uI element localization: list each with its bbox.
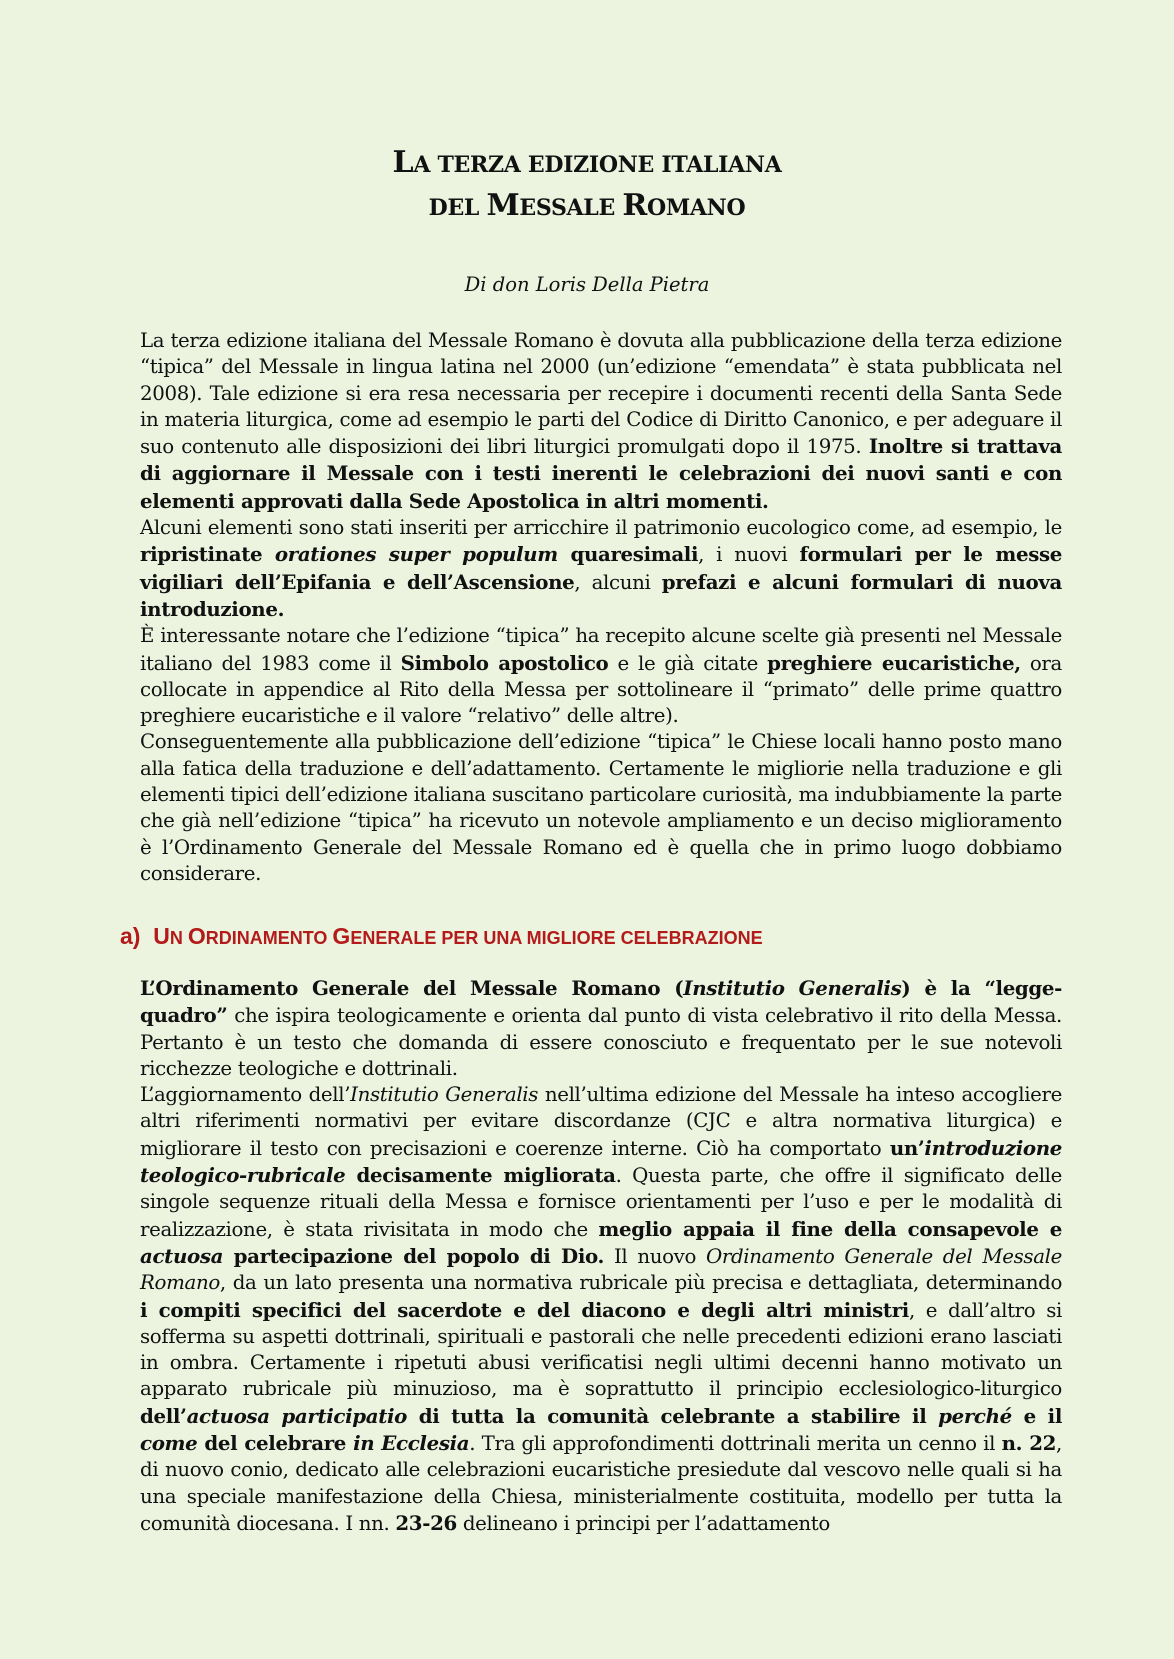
page-title	[0, 142, 1174, 228]
paragraph: L’aggiornamento dell’Institutio Generalis nell’ultima edizione del Messale ha inteso accogliere altri riferimenti normativi per evitare discordanze (CJC e altra normativa liturgica) e migliorare il testo con precisazioni e coerenze interne. Ciò ha comportato un’introduzione teologico-rubricale decisamente migliorata. Questa parte, che offre il significato delle singole sequenze rituali della Messa e fornisce orientamenti per l’uso e per le modalità di realizzazione, è stata rivisitata in modo che meglio appaia il fine della consapevole e actuosa partecipazione del popolo di Dio. Il nuovo Ordinamento Generale del Messale Romano, da un lato presenta una normativa rubricale più precisa e dettagliata, determinando i compiti specifici del sacerdote e del diacono e degli altri ministri, e dall’altro si sofferma su aspetti dottrinali, spirituali e pastorali che nelle precedenti edizioni erano lasciati in ombra. Certamente i ripetuti abusi verificatisi negli ultimi decenni hanno motivato un apparato rubricale più minuzioso, ma è soprattutto il principio ecclesiologico-liturgico dell’actuosa participatio di tutta la comunità celebrante a stabilire il perché e il come del celebrare in Ecclesia. Tra gli approfondimenti dottrinali merita un cenno il n. 22, di nuovo conio, dedicato alle celebrazioni eucaristiche presiedute dal vescovo nelle quali si ha una speciale manifestazione della Chiesa, ministerialmente costituita, modello per tutta la comunità diocesana. I nn. 23-26 delineano i principi per l’adattamento	[140, 1083, 1063, 1535]
author-byline: Di don Loris Della Pietra	[464, 273, 710, 296]
section-heading: a) UN ORDINAMENTO GENERALE PER UNA MIGLIORE CELEBRAZIONE	[120, 923, 763, 949]
ordinamento-section	[140, 975, 1062, 1537]
title-line-1: LA TERZA EDIZIONE ITALIANA	[392, 145, 782, 180]
title-line-2: DEL MESSALE ROMANO	[428, 188, 746, 223]
paragraph: L’Ordinamento Generale del Messale Romano (Institutio Generalis) è la “legge-quadro” che ispira teologicamente e orienta dal punto di vista celebrativo il rito della Messa. Pertanto è un testo che domanda di essere conosciuto e frequentato per le sue notevoli ricchezze teologiche e dottrinali.	[140, 976, 1062, 1080]
paragraph: Conseguentemente alla pubblicazione dell’edizione “tipica” le Chiese locali hanno posto mano alla fatica della traduzione e dell’adattamento. Certamente le migliorie nella traduzione e gli elementi tipici dell’edizione italiana suscitano particolare curiosità, ma indubbiamente la parte che già nell’edizione “tipica” ha ricevuto un notevole ampliamento e un deciso miglioramento è l’Ordinamento Generale del Messale Romano ed è quella che in primo luogo dobbiamo considerare.	[140, 730, 1062, 885]
intro-section	[140, 328, 1062, 887]
paragraph: Alcuni elementi sono stati inseriti per arricchire il patrimonio eucologico come, ad esempio, le ripristinate orationes super populum quaresimali, i nuovi formulari per le messe vigiliari dell’Epifania e dell’Ascensione, alcuni prefazi e alcuni formulari di nuova introduzione.	[140, 516, 1063, 621]
paragraph: La terza edizione italiana del Messale Romano è dovuta alla pubblicazione della terza edizione “tipica” del Messale in lingua latina nel 2000 (un’edizione “emendata” è stata pubblicata nel 2008). Tale edizione si era resa necessaria per recepire i documenti recenti della Santa Sede in materia liturgica, come ad esempio le parti del Codice di Diritto Canonico, e per adeguare il suo contenuto alle disposizioni dei libri liturgici promulgati dopo il 1975. Inoltre si trattava di aggiornare il Messale con i testi inerenti le celebrazioni dei nuovi santi e con elementi approvati dalla Sede Apostolica in altri momenti.	[140, 329, 1063, 513]
paragraph: È interessante notare che l’edizione “tipica” ha recepito alcune scelte già presenti nel Messale italiano del 1983 come il Simbolo apostolico e le già citate preghiere eucaristiche, ora collocate in appendice al Rito della Messa per sottolineare il “primato” delle prime quattro preghiere eucaristiche e il valore “relativo” delle altre).	[140, 624, 1062, 728]
